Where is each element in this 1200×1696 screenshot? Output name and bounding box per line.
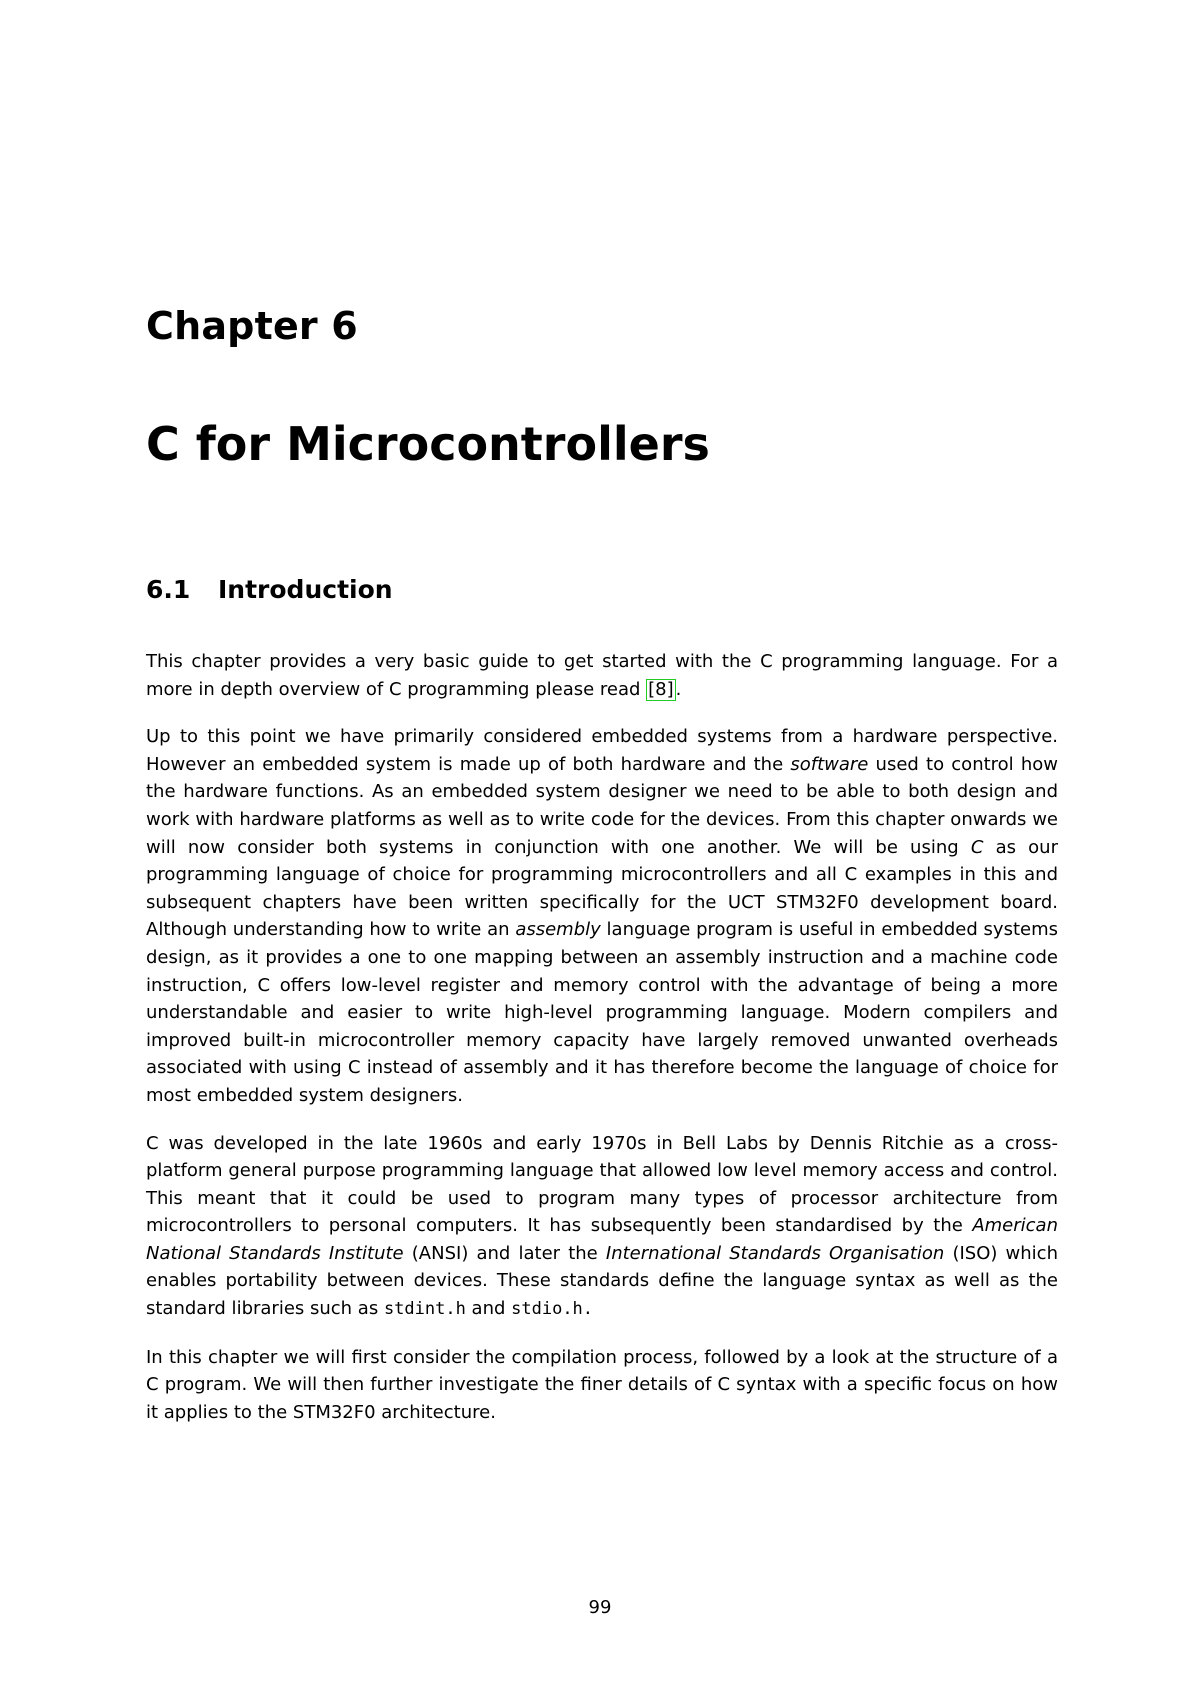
paragraph-1-end: . (675, 678, 682, 700)
chapter-title: C for Microcontrollers (146, 417, 710, 471)
section-heading (146, 574, 393, 606)
paragraph-4-text: In this chapter we will first consider the compilation process, followed by a look at the structure of a C program. We will then further investigate the finer details of C syntax with a specific focus on how it applies to the STM32F0 architecture. (146, 1346, 1058, 1423)
paragraph-2-text-d: language program is useful in embedded systems design, as it provides a one to one mapping between an assembly instruction and a machine code instruction, C offers low-level register and memory control with the advantage of being a more understandable and easier to write high-level programming language. Modern compilers and improved built-in microcontroller memory capacity have largely removed unwanted overheads associated with using C instead of assembly and it has therefore become the language of choice for most embedded system designers. (146, 919, 1059, 1106)
emphasis-software: software (790, 753, 869, 775)
code-stdio: stdio.h. (511, 1299, 594, 1320)
body-text (146, 648, 1058, 1446)
paragraph-2-text-a: Up to this point we have primarily considered embedded systems from a hardware perspective. However an embedded system is made up of both hardware and the (146, 726, 1058, 775)
paragraph-3-text-d: and (465, 1298, 512, 1320)
section-number: 6.1 (146, 575, 191, 604)
chapter-label: Chapter 6 (146, 304, 358, 348)
paragraph-2-text-b: used to control how the hardware functions. As an embedded system designer we need to be able to both design and work with hardware platforms as well as to write code for the devices. From this chapter onwards we will now consider both systems in conjunction with one another. We will be using (146, 753, 1058, 858)
paragraph-1-text: This chapter provides a very basic guide to get started with the C programming language. For a more in depth overview of C programming please read (146, 651, 1058, 700)
paragraph-3-text-b: (ANSI) and later the (403, 1242, 606, 1264)
code-stdint: stdint.h (383, 1299, 466, 1320)
citation-link[interactable]: [8] (648, 678, 674, 700)
paragraph-3-text-c: (ISO) which enables portability between devices. These standards define the language syntax as well as the standard libraries such as (146, 1242, 1058, 1320)
section-title: Introduction (218, 575, 393, 604)
emphasis-iso: International Standards Organisation (605, 1242, 945, 1264)
paragraph-2 (146, 723, 1058, 1109)
paragraph-1 (146, 648, 1058, 703)
emphasis-assembly: assembly (515, 919, 601, 941)
emphasis-ansi: American National Standards Institute (146, 1215, 1058, 1264)
paragraph-3-text-a: C was developed in the late 1960s and early 1970s in Bell Labs by Dennis Ritchie as a cross-platform general purpose programming language that allowed low level memory access and control. This meant that it could be used to program many types of processor architecture from microcontrollers to personal computers. It has subsequently been standardised by the (146, 1132, 1058, 1237)
paragraph-2-text-c: as our programming language of choice for programming microcontrollers and all C examples in this and subsequent chapters have been written specifically for the UCT STM32F0 development board. Although understanding how to write an (146, 836, 1058, 941)
page-number: 99 (588, 1597, 612, 1618)
paragraph-3 (146, 1130, 1058, 1324)
paragraph-4 (146, 1344, 1058, 1427)
emphasis-c: C (970, 836, 984, 858)
